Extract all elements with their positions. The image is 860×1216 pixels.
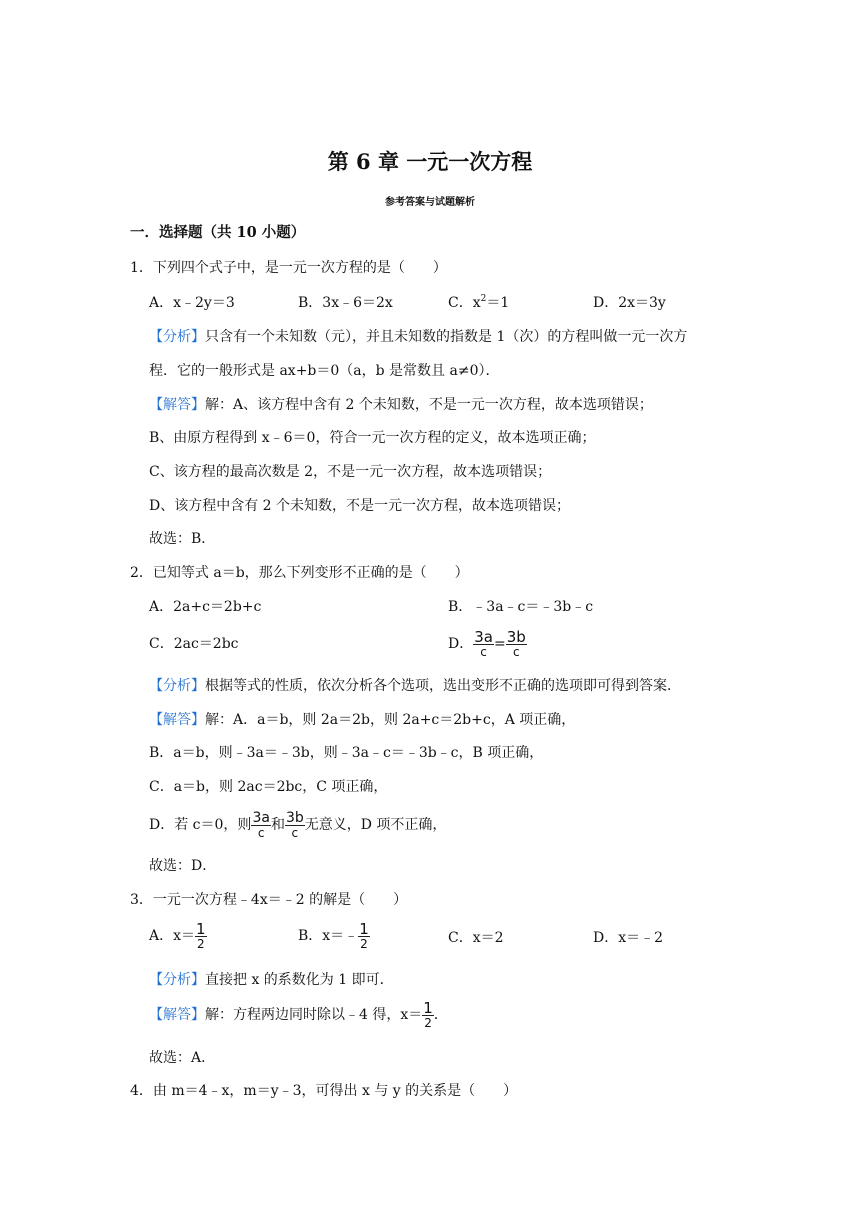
answer-tag: 【解答】 <box>149 397 205 413</box>
fraction: $\frac{3a}{c}$ <box>474 627 493 659</box>
question-4-stem: 4．由 m＝4﹣x，m＝y﹣3，可得出 x 与 y 的关系是（ ） <box>130 1083 518 1099</box>
q2-answer: 【解答】解：A．a＝b，则 2a＝2b，则 2a+c＝2b+c，A 项正确， <box>149 712 576 728</box>
q2-answer-line-4: D．若 c＝0，则 $\frac{3a}{c}$ 和 $\frac{3b}{c}$ 无意义，D 项不正确， <box>149 809 447 840</box>
question-3-stem: 3．一元一次方程﹣4x＝﹣2 的解是（ ） <box>130 892 408 908</box>
q1-answer-line-4: D、该方程中含有 2 个未知数，不是一元一次方程，故本选项错误； <box>149 498 571 514</box>
analysis-tag: 【分析】 <box>149 678 205 694</box>
q1-option-a: A．x﹣2y＝3 <box>149 295 235 311</box>
q2-option-b: B．﹣3a﹣c＝﹣3b﹣c <box>448 599 594 615</box>
answer-tag: 【解答】 <box>149 1007 205 1023</box>
fraction: $\frac{3b}{c}$ <box>506 627 526 659</box>
q1-answer: 【解答】解：A、该方程中含有 2 个未知数，不是一元一次方程，故本选项错误； <box>149 397 653 413</box>
q1-answer-line-2: B、由原方程得到 x﹣6＝0，符合一元一次方程的定义，故本选项正确； <box>149 430 596 446</box>
page-title: 第 6 章 一元一次方程 <box>327 149 533 174</box>
q1-option-d: D．2x＝3y <box>593 295 666 311</box>
fraction: $\frac{1}{2}$ <box>359 919 369 951</box>
q2-answer-line-3: C．a＝b，则 2ac＝2bc，C 项正确， <box>149 779 388 795</box>
q3-option-a: A．x＝ $\frac{1}{2}$ <box>149 919 206 951</box>
q3-answer: 【解答】解：方程两边同时除以﹣4 得，x＝ $\frac{1}{2}$ ． <box>149 998 448 1030</box>
q1-analysis-cont: 程．它的一般形式是 ax+b＝0（a，b 是常数且 a≠0）． <box>149 363 500 379</box>
q2-analysis: 【分析】根据等式的性质，依次分析各个选项，选出变形不正确的选项即可得到答案． <box>149 678 681 694</box>
q1-option-c: C．$x^2=1$ <box>448 294 510 311</box>
section-heading: 一．选择题（共 10 小题） <box>130 224 306 241</box>
analysis-tag: 【分析】 <box>149 329 205 345</box>
q3-option-b: B．x＝﹣ $\frac{1}{2}$ <box>298 919 369 951</box>
q3-option-d: D．x＝﹣2 <box>593 930 664 946</box>
q1-answer-line-3: C、该方程的最高次数是 2，不是一元一次方程，故本选项错误； <box>149 464 552 480</box>
q2-option-a: A．2a+c＝2b+c <box>149 599 262 615</box>
q2-option-c: C．2ac＝2bc <box>149 636 239 652</box>
q2-option-d: D． $\frac{3a}{c}$ = $\frac{3b}{c}$ <box>448 627 526 659</box>
question-2-stem: 2．已知等式 a＝b，那么下列变形不正确的是（ ） <box>130 565 469 581</box>
q1-analysis: 【分析】只含有一个未知数（元），并且未知数的指数是 1（次）的方程叫做一元一次方 <box>149 329 688 345</box>
fraction: $\frac{3b}{c}$ <box>285 809 304 840</box>
q2-choice: 故选：D． <box>149 858 217 874</box>
q3-option-c: C．x＝2 <box>448 930 504 946</box>
answer-tag: 【解答】 <box>149 712 205 728</box>
q1-option-b: B．3x﹣6＝2x <box>298 295 393 311</box>
page-subtitle: 参考答案与试题解析 <box>385 197 475 208</box>
fraction: $\frac{3a}{c}$ <box>252 809 270 840</box>
question-1-stem: 1．下列四个式子中，是一元一次方程的是（ ） <box>130 260 447 276</box>
q1-choice: 故选：B． <box>149 531 216 547</box>
analysis-tag: 【分析】 <box>149 972 205 988</box>
fraction: $\frac{1}{2}$ <box>423 998 433 1030</box>
q2-answer-line-2: B．a＝b，则﹣3a＝﹣3b，则﹣3a﹣c＝﹣3b﹣c，B 项正确， <box>149 745 544 761</box>
fraction: $\frac{1}{2}$ <box>196 919 206 951</box>
q3-analysis: 【分析】直接把 x 的系数化为 1 即可． <box>149 972 394 988</box>
q3-choice: 故选：A． <box>149 1050 216 1066</box>
